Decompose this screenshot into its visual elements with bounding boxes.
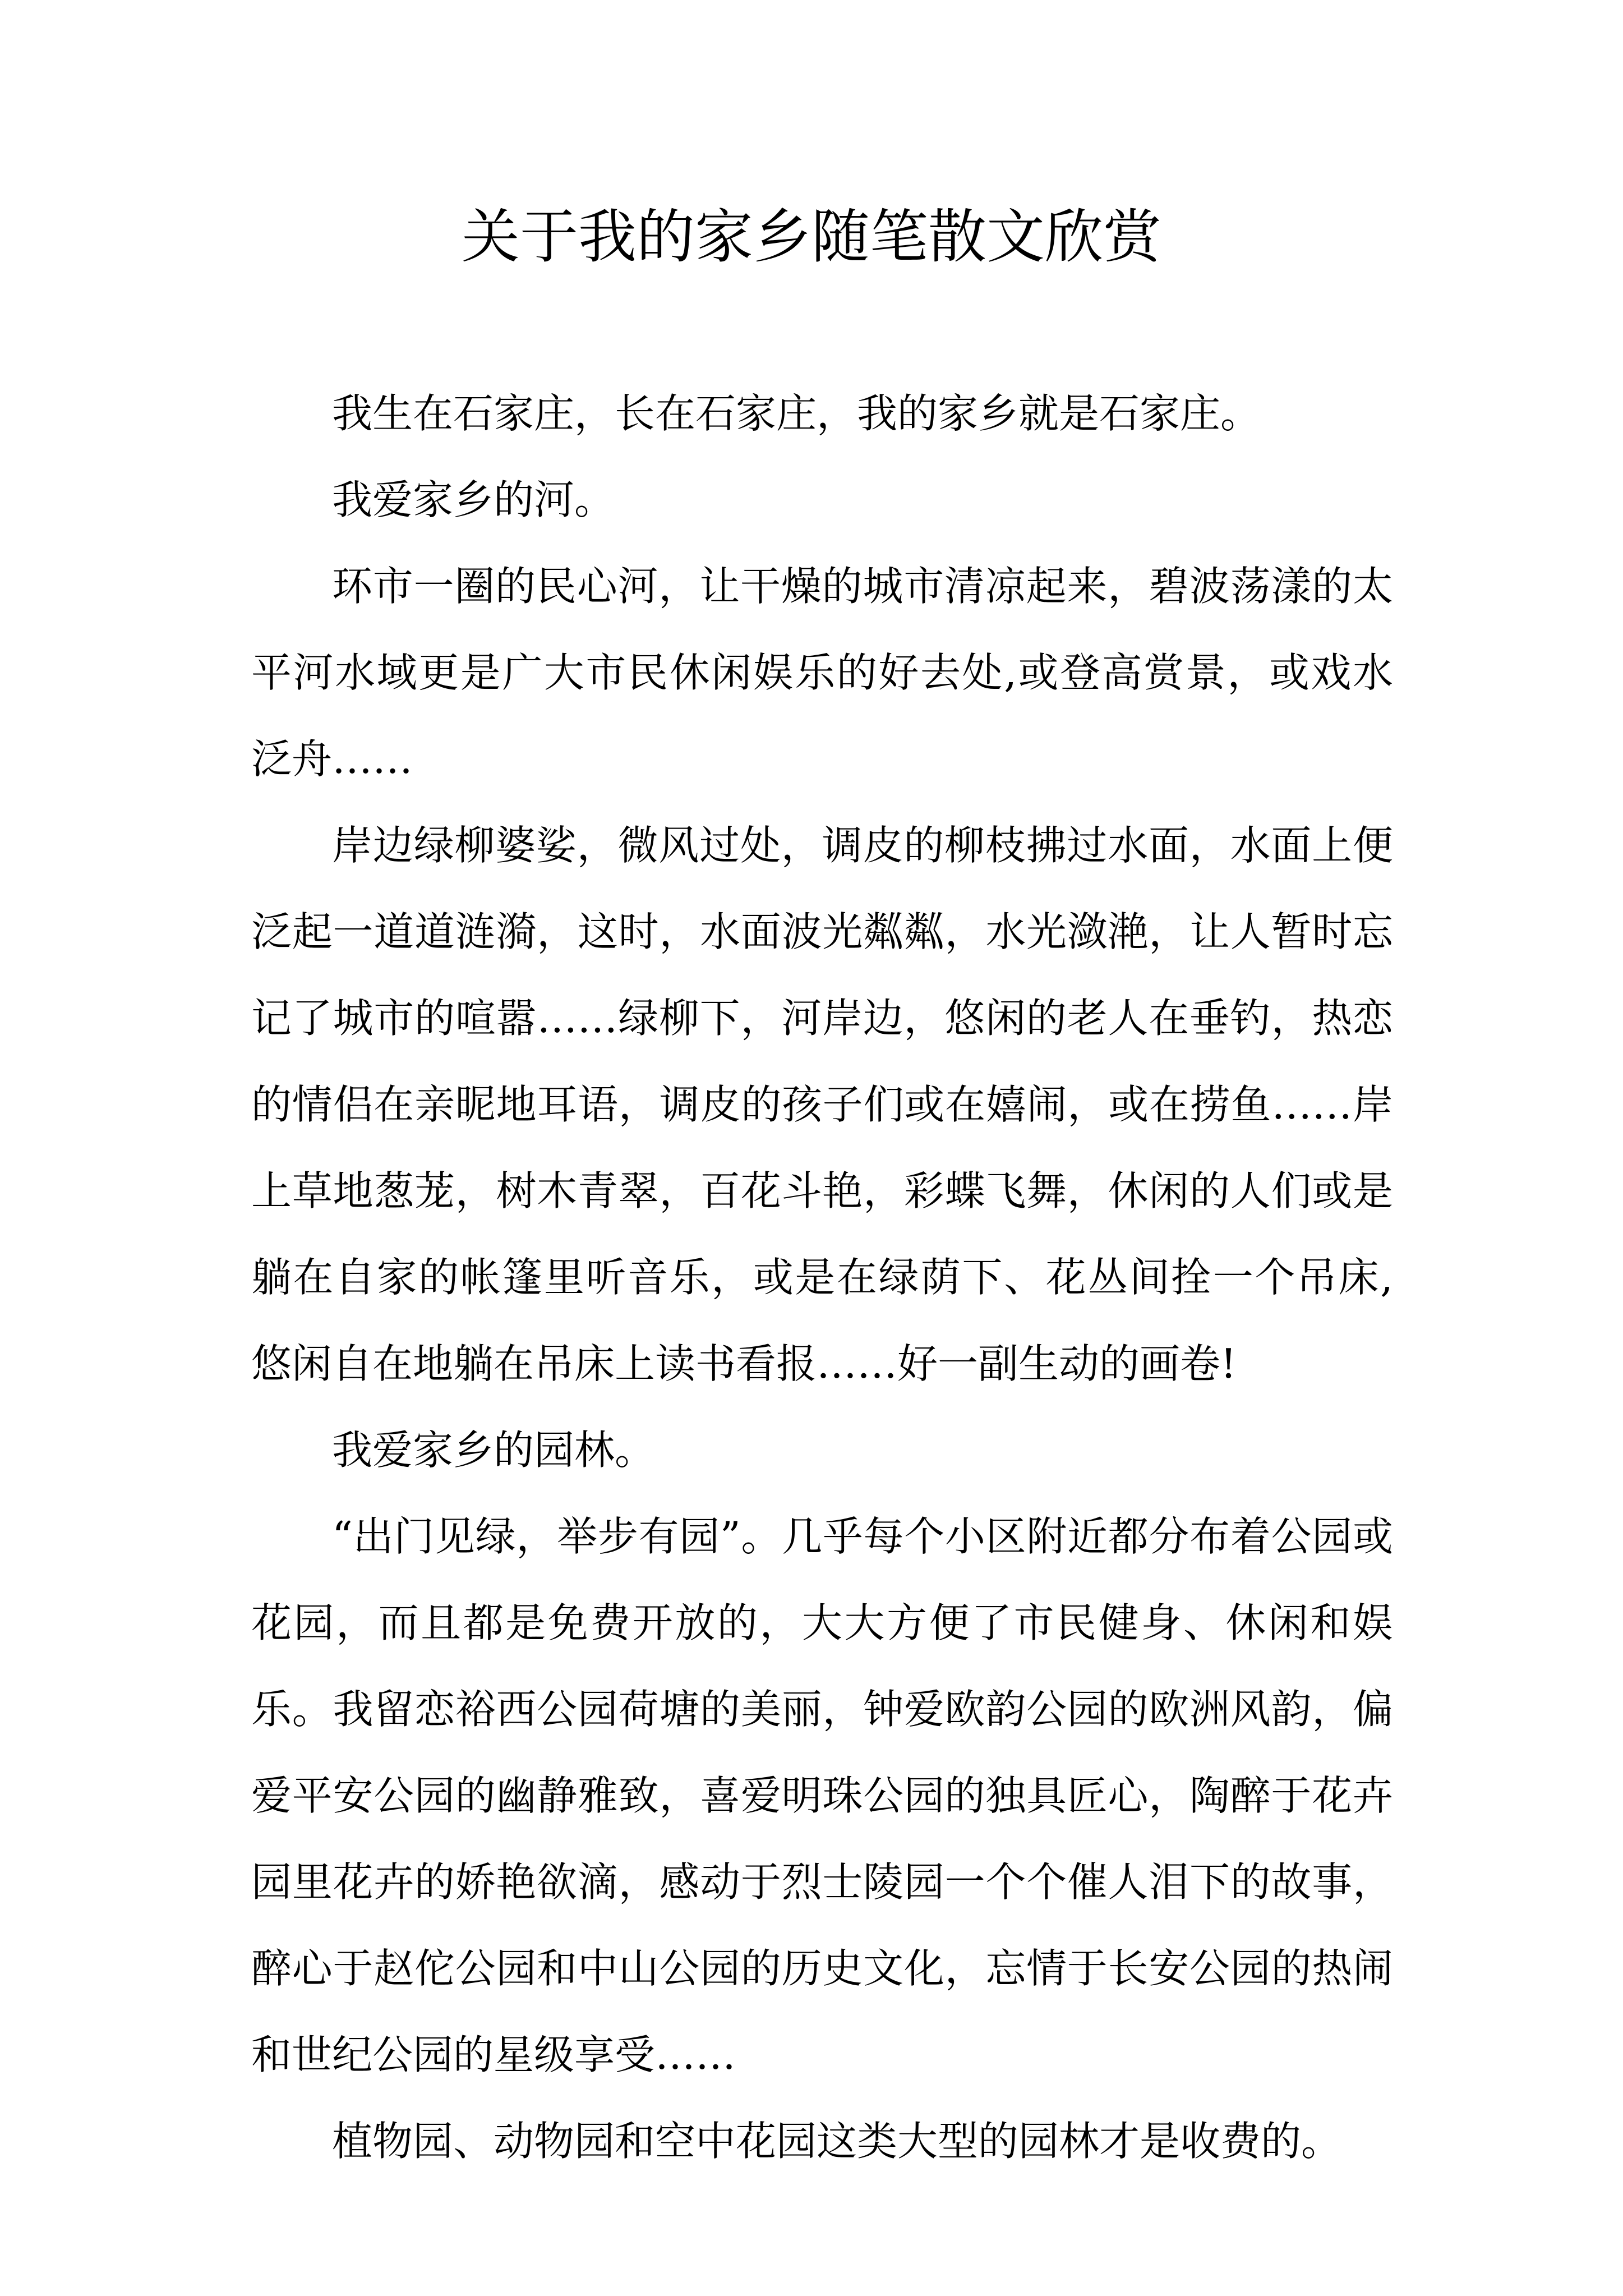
paragraph: 我爱家乡的园林。 [332, 1427, 656, 1474]
paragraph: “出门见绿，举步有园”。几乎每个小区附近都分布着公园或花园，而且都是免费开放的，大大方便了市民健身、休闲和娱乐。我留恋裕西公园荷塘的美丽，钟爱欧韵公园的欧洲风韵，偏爱平安公园的幽静雅致，喜爱明珠公园的独具匠心，陶醉于花卉园里花卉的娇艳欲滴，感动于烈士陵园一个个催人泪下的故事，醉心于赵佗公园和中山公园的历史文化，忘情于长安公园的热闹和世纪公园的星级享受…… [251, 1513, 1393, 2078]
document-title: 关于我的家乡随笔散文欣赏 [461, 203, 1161, 271]
paragraph: 我爱家乡的河。 [332, 476, 615, 523]
paragraph: 岸边绿柳婆娑，微风过处，调皮的柳枝拂过水面，水面上便泛起一道道涟漪，这时，水面波光粼粼，水光潋滟，让人暂时忘记了城市的喧嚣……绿柳下，河岸边，悠闲的老人在垂钓，热恋的情侣在亲昵地耳语，调皮的孩子们或在嬉闹，或在捞鱼……岸上草地葱茏，树木青翠，百花斗艳，彩蝶飞舞，休闲的人们或是躺在自家的帐篷里听音乐，或是在绿荫下、花丛间拴一个吊床,悠闲自在地躺在吊床上读书看报……好一副生动的画卷! [251, 822, 1393, 1387]
paragraph: 我生在石家庄，长在石家庄，我的家乡就是石家庄。 [332, 390, 1261, 437]
paragraph: 环市一圈的民心河，让干燥的城市清凉起来，碧波荡漾的太平河水域更是广大市民休闲娱乐的好去处,或登高赏景，或戏水泛舟…… [251, 563, 1393, 783]
paragraph: 植物园、动物园和空中花园这类大型的园林才是收费的。 [332, 2118, 1342, 2165]
document-body [251, 370, 1393, 2184]
